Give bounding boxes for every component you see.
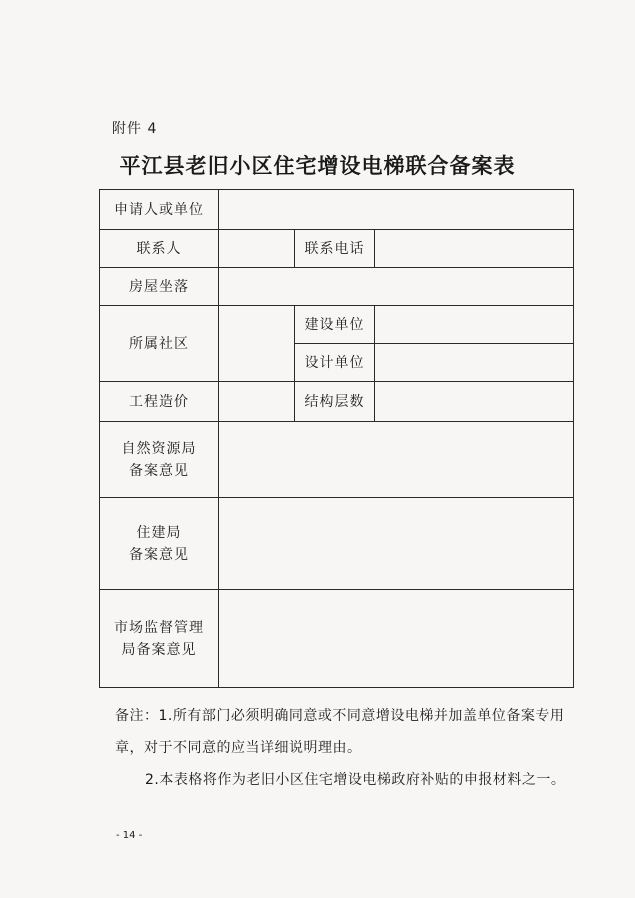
- market-supervision-label: [100, 590, 219, 688]
- natural-resources-label-line1: 自然资源局: [121, 440, 197, 457]
- applicant-field[interactable]: [219, 190, 574, 230]
- community-label: 所属社区: [100, 306, 219, 382]
- table-row: [100, 230, 574, 268]
- location-label: 房屋坐落: [100, 268, 219, 306]
- market-supervision-label-line2: 局备案意见: [121, 641, 197, 658]
- cost-label: 工程造价: [100, 382, 219, 422]
- housing-bureau-opinion-field[interactable]: [219, 498, 574, 590]
- natural-resources-opinion-field[interactable]: [219, 422, 574, 498]
- phone-field[interactable]: [375, 230, 574, 268]
- floors-field[interactable]: [375, 382, 574, 422]
- builder-label: 建设单位: [295, 306, 375, 344]
- table-row: [100, 590, 574, 688]
- note-2: 2.本表格将作为老旧小区住宅增设电梯政府补贴的申报材料之一。: [145, 772, 566, 788]
- cost-field[interactable]: [219, 382, 295, 422]
- market-supervision-opinion-field[interactable]: [219, 590, 574, 688]
- table-row: [100, 190, 574, 230]
- housing-bureau-label: [100, 498, 219, 590]
- builder-field[interactable]: [375, 306, 574, 344]
- notes-section: [115, 700, 577, 796]
- natural-resources-label-line2: 备案意见: [129, 462, 189, 479]
- designer-label: 设计单位: [295, 344, 375, 382]
- housing-bureau-label-line1: 住建局: [136, 524, 182, 541]
- table-row: [100, 422, 574, 498]
- floors-label: 结构层数: [295, 382, 375, 422]
- community-field[interactable]: [219, 306, 295, 382]
- contact-label: 联系人: [100, 230, 219, 268]
- contact-field[interactable]: [219, 230, 295, 268]
- designer-field[interactable]: [375, 344, 574, 382]
- applicant-label: 申请人或单位: [100, 190, 219, 230]
- table-row: [100, 306, 574, 344]
- market-supervision-label-line1: 市场监督管理: [114, 619, 204, 636]
- table-row: [100, 498, 574, 590]
- attachment-label: 附件 4: [112, 121, 158, 137]
- page-number: - 14 -: [116, 830, 143, 841]
- housing-bureau-label-line2: 备案意见: [129, 546, 189, 563]
- note-1: 备注：1.所有部门必须明确同意或不同意增设电梯并加盖单位备案专用章，对于不同意的应当详细说明理由。: [115, 708, 565, 756]
- natural-resources-label: [100, 422, 219, 498]
- filing-form-table: [99, 189, 574, 688]
- phone-label: 联系电话: [295, 230, 375, 268]
- table-row: [100, 382, 574, 422]
- table-row: [100, 268, 574, 306]
- form-title: 平江县老旧小区住宅增设电梯联合备案表: [119, 153, 516, 178]
- location-field[interactable]: [219, 268, 574, 306]
